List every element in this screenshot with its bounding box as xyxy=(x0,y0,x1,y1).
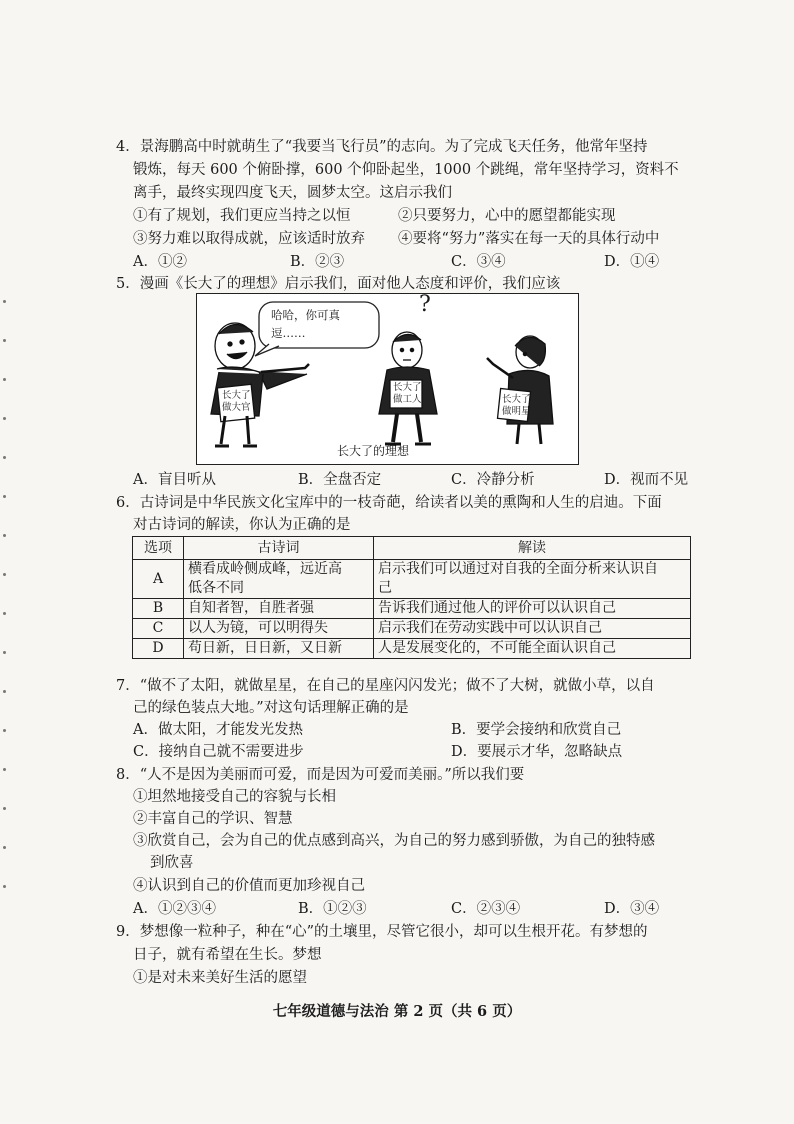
row-interpretation xyxy=(374,560,691,599)
q8-statement-2: ②丰富自己的学识、智慧 xyxy=(133,811,293,827)
interpretation-line: 启示我们可以通过对自我的全面分析来认识自 xyxy=(378,561,658,577)
row-option: B xyxy=(133,599,184,619)
q4-statement-4: ④要将“努力”落实在每一天的具体行动中 xyxy=(398,231,660,247)
sign-left: 长大了做大官 xyxy=(222,390,251,413)
row-option: D xyxy=(133,639,184,659)
q9-stem-line-1: 9．梦想像一粒种子，种在“心”的土壤里，尽管它很小，却可以生根开花。有梦想的 xyxy=(116,924,648,940)
row-interpretation: 人是发展变化的，不可能全面认识自己 xyxy=(374,639,691,659)
q4-statement-1: ①有了规划，我们更应当持之以恒 xyxy=(133,208,351,224)
row-option: A xyxy=(133,560,184,599)
q4-statement-3: ③努力难以取得成就，应该适时放弃 xyxy=(133,231,365,247)
q4-stem-line-3: 离手，最终实现四度飞天，圆梦太空。这启示我们 xyxy=(133,185,452,201)
q5-option-b: B．全盘否定 xyxy=(298,472,382,488)
q4-statement-2: ②只要努力，心中的愿望都能实现 xyxy=(398,208,616,224)
q5-option-c: C．冷静分析 xyxy=(451,472,535,488)
q7-option-a: A．做太阳，才能发光发热 xyxy=(133,722,303,738)
poem-line: 横看成岭侧成峰，远近高 xyxy=(188,561,342,577)
header-poem: 古诗词 xyxy=(184,537,374,560)
q7-stem-line-1: 7．“做不了太阳，就做星星，在自己的星座闪闪发光；做不了大树，就做小草，以自 xyxy=(116,678,655,694)
q8-statement-3: ③欣赏自己，会为自己的优点感到高兴，为自己的努力感到骄傲，为自己的独特感 xyxy=(133,833,655,849)
table-row xyxy=(133,639,691,659)
row-poem: 苟日新，日日新，又日新 xyxy=(184,639,374,659)
q8-statement-3-cont: 到欣喜 xyxy=(150,855,194,871)
comic-panel xyxy=(196,293,579,465)
row-poem: 以人为镜，可以明得失 xyxy=(184,619,374,639)
comic-illustration xyxy=(197,294,578,464)
q4-option-a: A．①② xyxy=(133,254,187,270)
q4-option-b: B．②③ xyxy=(290,254,345,270)
q9-statement-1: ①是对未来美好生活的愿望 xyxy=(133,970,307,986)
q8-option-d: D．③④ xyxy=(604,901,660,917)
poem-line: 低各不同 xyxy=(188,580,244,596)
q8-statement-4: ④认识到自己的价值而更加珍视自己 xyxy=(133,878,365,894)
q6-stem-line-1: 6．古诗词是中华民族文化宝库中的一枝奇葩，给读者以美的熏陶和人生的启迪。下面 xyxy=(116,495,662,511)
row-poem xyxy=(184,560,374,599)
q8-statement-1: ①坦然地接受自己的容貌与长相 xyxy=(133,789,336,805)
q7-option-d: D．要展示才华，忽略缺点 xyxy=(451,744,623,760)
table-header-row xyxy=(133,537,691,560)
q4-option-c: C．③④ xyxy=(451,254,506,270)
q4-stem-line-1: 4．景海鹏高中时就萌生了“我要当飞行员”的志向。为了完成飞天任务，他常年坚持 xyxy=(116,139,648,155)
table-row xyxy=(133,560,691,599)
q5-option-d: D．视而不见 xyxy=(604,472,689,488)
sign-middle: 长大了做工人 xyxy=(393,382,422,405)
speech-bubble-line-1: 哈哈，你可真 xyxy=(271,308,340,322)
q8-stem: 8．“人不是因为美丽而可爱，而是因为可爱而美丽。”所以我们要 xyxy=(116,767,525,783)
page-footer: 七年级道德与法治 第 2 页（共 6 页） xyxy=(272,1003,522,1020)
table-row xyxy=(133,599,691,619)
q8-option-b: B．①②③ xyxy=(298,901,367,917)
speech-bubble-line-2: 逗…… xyxy=(271,326,306,340)
binding-margin-dots xyxy=(2,300,8,920)
q5-stem: 5．漫画《长大了的理想》启示我们，面对他人态度和评价，我们应该 xyxy=(116,276,561,292)
q5-option-a: A．盲目听从 xyxy=(133,472,216,488)
q6-stem-line-2: 对古诗词的解读，你认为正确的是 xyxy=(133,517,351,533)
q4-option-d: D．①④ xyxy=(604,254,660,270)
interpretation-line: 己 xyxy=(378,580,392,596)
q7-option-b: B．要学会接纳和欣赏自己 xyxy=(451,722,622,738)
row-option: C xyxy=(133,619,184,639)
row-interpretation: 告诉我们通过他人的评价可以认识自己 xyxy=(374,599,691,619)
header-option: 选项 xyxy=(133,537,184,560)
q8-option-c: C．②③④ xyxy=(451,901,521,917)
q7-option-c: C．接纳自己就不需要进步 xyxy=(133,744,304,760)
q6-table xyxy=(132,536,691,659)
row-poem: 自知者智，自胜者强 xyxy=(184,599,374,619)
sign-right: 长大了做明星 xyxy=(502,394,531,417)
header-interpretation: 解读 xyxy=(374,537,691,560)
q8-option-a: A．①②③④ xyxy=(133,901,216,917)
comic-caption: 长大了的理想 xyxy=(337,444,410,458)
q7-stem-line-2: 己的绿色装点大地。”对这句话理解正确的是 xyxy=(133,700,409,716)
q4-stem-line-2: 锻炼，每天 600 个俯卧撑，600 个仰卧起坐，1000 个跳绳，常年坚持学习，资料不 xyxy=(133,162,679,178)
row-interpretation: 启示我们在劳动实践中可以认识自己 xyxy=(374,619,691,639)
q9-stem-line-2: 日子，就有希望在生长。梦想 xyxy=(133,947,322,963)
table-row xyxy=(133,619,691,639)
question-mark: ? xyxy=(419,292,431,317)
